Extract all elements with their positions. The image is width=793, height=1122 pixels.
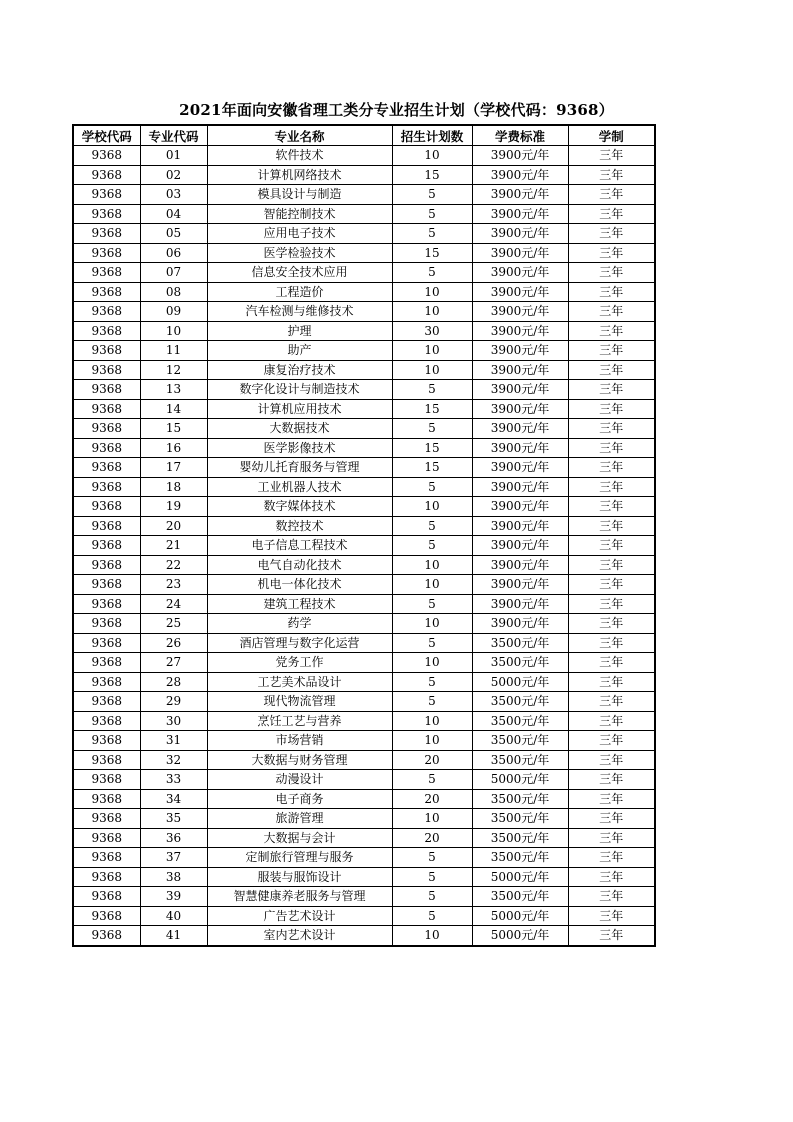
major-name-cell: 建筑工程技术 — [207, 594, 392, 614]
school-code-cell: 9368 — [73, 594, 140, 614]
tuition-cell: 3900元/年 — [472, 497, 568, 517]
tuition-cell: 3500元/年 — [472, 887, 568, 907]
enrollment-count-cell: 5 — [392, 263, 472, 283]
table-row — [73, 419, 655, 439]
tuition-cell: 3900元/年 — [472, 575, 568, 595]
duration-cell: 三年 — [568, 750, 655, 770]
enrollment-count-cell: 10 — [392, 282, 472, 302]
school-code-cell: 9368 — [73, 672, 140, 692]
duration-cell: 三年 — [568, 302, 655, 322]
school-code-cell: 9368 — [73, 711, 140, 731]
table-row — [73, 243, 655, 263]
school-code-cell: 9368 — [73, 438, 140, 458]
table-row — [73, 906, 655, 926]
enrollment-count-cell: 5 — [392, 770, 472, 790]
enrollment-count-cell: 5 — [392, 419, 472, 439]
tuition-cell: 3500元/年 — [472, 692, 568, 712]
table-row — [73, 555, 655, 575]
school-code-cell: 9368 — [73, 926, 140, 946]
table-body — [73, 146, 655, 946]
enrollment-count-cell: 30 — [392, 321, 472, 341]
enrollment-count-cell: 10 — [392, 302, 472, 322]
table-row — [73, 633, 655, 653]
tuition-cell: 5000元/年 — [472, 672, 568, 692]
duration-cell: 三年 — [568, 360, 655, 380]
school-code-cell: 9368 — [73, 419, 140, 439]
duration-cell: 三年 — [568, 926, 655, 946]
enrollment-count-cell: 10 — [392, 575, 472, 595]
major-name-cell: 酒店管理与数字化运营 — [207, 633, 392, 653]
school-code-cell: 9368 — [73, 380, 140, 400]
tuition-cell: 5000元/年 — [472, 867, 568, 887]
duration-cell: 三年 — [568, 146, 655, 166]
school-code-cell: 9368 — [73, 692, 140, 712]
table-row — [73, 867, 655, 887]
duration-cell: 三年 — [568, 185, 655, 205]
enrollment-count-cell: 10 — [392, 653, 472, 673]
school-code-cell: 9368 — [73, 906, 140, 926]
major-name-cell: 婴幼儿托育服务与管理 — [207, 458, 392, 478]
major-name-cell: 数字媒体技术 — [207, 497, 392, 517]
duration-cell: 三年 — [568, 614, 655, 634]
duration-cell: 三年 — [568, 380, 655, 400]
duration-cell: 三年 — [568, 575, 655, 595]
major-code-cell: 09 — [140, 302, 207, 322]
table-row — [73, 458, 655, 478]
school-code-cell: 9368 — [73, 770, 140, 790]
major-code-cell: 26 — [140, 633, 207, 653]
school-code-cell: 9368 — [73, 458, 140, 478]
duration-cell: 三年 — [568, 653, 655, 673]
major-code-cell: 34 — [140, 789, 207, 809]
enrollment-count-cell: 20 — [392, 789, 472, 809]
duration-cell: 三年 — [568, 243, 655, 263]
table-row — [73, 302, 655, 322]
duration-cell: 三年 — [568, 263, 655, 283]
major-code-cell: 03 — [140, 185, 207, 205]
major-name-cell: 工程造价 — [207, 282, 392, 302]
tuition-cell: 3900元/年 — [472, 302, 568, 322]
enrollment-count-cell: 5 — [392, 185, 472, 205]
table-row — [73, 224, 655, 244]
major-name-cell: 信息安全技术应用 — [207, 263, 392, 283]
enrollment-count-cell: 10 — [392, 731, 472, 751]
duration-cell: 三年 — [568, 906, 655, 926]
major-code-cell: 10 — [140, 321, 207, 341]
major-code-cell: 32 — [140, 750, 207, 770]
enrollment-count-cell: 20 — [392, 750, 472, 770]
school-code-cell: 9368 — [73, 165, 140, 185]
tuition-cell: 3900元/年 — [472, 282, 568, 302]
enrollment-count-cell: 10 — [392, 146, 472, 166]
school-code-cell: 9368 — [73, 828, 140, 848]
enrollment-count-cell: 10 — [392, 341, 472, 361]
enrollment-count-cell: 5 — [392, 887, 472, 907]
major-name-cell: 软件技术 — [207, 146, 392, 166]
enrollment-count-cell: 5 — [392, 380, 472, 400]
tuition-cell: 3500元/年 — [472, 653, 568, 673]
school-code-cell: 9368 — [73, 204, 140, 224]
major-name-cell: 计算机网络技术 — [207, 165, 392, 185]
enrollment-count-cell: 10 — [392, 926, 472, 946]
table-row — [73, 360, 655, 380]
duration-cell: 三年 — [568, 789, 655, 809]
school-code-cell: 9368 — [73, 224, 140, 244]
duration-cell: 三年 — [568, 594, 655, 614]
enrollment-count-cell: 15 — [392, 458, 472, 478]
enrollment-count-cell: 5 — [392, 477, 472, 497]
school-code-cell: 9368 — [73, 341, 140, 361]
duration-cell: 三年 — [568, 536, 655, 556]
major-name-cell: 旅游管理 — [207, 809, 392, 829]
major-name-cell: 大数据与财务管理 — [207, 750, 392, 770]
major-name-cell: 助产 — [207, 341, 392, 361]
tuition-cell: 5000元/年 — [472, 926, 568, 946]
duration-cell: 三年 — [568, 477, 655, 497]
table-row — [73, 263, 655, 283]
duration-cell: 三年 — [568, 887, 655, 907]
school-code-cell: 9368 — [73, 497, 140, 517]
enrollment-count-cell: 10 — [392, 555, 472, 575]
table-row — [73, 321, 655, 341]
enrollment-count-cell: 5 — [392, 633, 472, 653]
enrollment-count-cell: 10 — [392, 614, 472, 634]
major-name-cell: 广告艺术设计 — [207, 906, 392, 926]
major-name-cell: 智能控制技术 — [207, 204, 392, 224]
tuition-cell: 3500元/年 — [472, 731, 568, 751]
major-name-cell: 动漫设计 — [207, 770, 392, 790]
school-code-cell: 9368 — [73, 653, 140, 673]
major-name-cell: 数控技术 — [207, 516, 392, 536]
header-enrollment-count: 招生计划数 — [392, 125, 472, 146]
major-code-cell: 08 — [140, 282, 207, 302]
major-name-cell: 康复治疗技术 — [207, 360, 392, 380]
tuition-cell: 3900元/年 — [472, 458, 568, 478]
major-code-cell: 24 — [140, 594, 207, 614]
enrollment-count-cell: 5 — [392, 692, 472, 712]
duration-cell: 三年 — [568, 867, 655, 887]
major-code-cell: 28 — [140, 672, 207, 692]
tuition-cell: 3500元/年 — [472, 809, 568, 829]
major-code-cell: 22 — [140, 555, 207, 575]
enrollment-count-cell: 10 — [392, 360, 472, 380]
duration-cell: 三年 — [568, 692, 655, 712]
table-row — [73, 672, 655, 692]
major-name-cell: 服装与服饰设计 — [207, 867, 392, 887]
duration-cell: 三年 — [568, 809, 655, 829]
duration-cell: 三年 — [568, 341, 655, 361]
table-row — [73, 828, 655, 848]
tuition-cell: 3900元/年 — [472, 204, 568, 224]
major-name-cell: 医学影像技术 — [207, 438, 392, 458]
major-name-cell: 智慧健康养老服务与管理 — [207, 887, 392, 907]
school-code-cell: 9368 — [73, 731, 140, 751]
enrollment-count-cell: 15 — [392, 165, 472, 185]
duration-cell: 三年 — [568, 770, 655, 790]
duration-cell: 三年 — [568, 731, 655, 751]
major-code-cell: 41 — [140, 926, 207, 946]
school-code-cell: 9368 — [73, 263, 140, 283]
tuition-cell: 3900元/年 — [472, 516, 568, 536]
major-name-cell: 应用电子技术 — [207, 224, 392, 244]
major-name-cell: 电子信息工程技术 — [207, 536, 392, 556]
major-code-cell: 13 — [140, 380, 207, 400]
enrollment-count-cell: 5 — [392, 672, 472, 692]
table-row — [73, 146, 655, 166]
table-row — [73, 516, 655, 536]
tuition-cell: 3900元/年 — [472, 594, 568, 614]
duration-cell: 三年 — [568, 438, 655, 458]
table-row — [73, 380, 655, 400]
major-code-cell: 14 — [140, 399, 207, 419]
school-code-cell: 9368 — [73, 575, 140, 595]
major-name-cell: 机电一体化技术 — [207, 575, 392, 595]
tuition-cell: 3500元/年 — [472, 711, 568, 731]
major-name-cell: 电子商务 — [207, 789, 392, 809]
school-code-cell: 9368 — [73, 399, 140, 419]
header-tuition: 学费标准 — [472, 125, 568, 146]
duration-cell: 三年 — [568, 204, 655, 224]
school-code-cell: 9368 — [73, 887, 140, 907]
major-name-cell: 汽车检测与维修技术 — [207, 302, 392, 322]
school-code-cell: 9368 — [73, 555, 140, 575]
major-name-cell: 烹饪工艺与营养 — [207, 711, 392, 731]
enrollment-count-cell: 15 — [392, 399, 472, 419]
tuition-cell: 5000元/年 — [472, 770, 568, 790]
duration-cell: 三年 — [568, 458, 655, 478]
major-code-cell: 07 — [140, 263, 207, 283]
tuition-cell: 3900元/年 — [472, 419, 568, 439]
major-name-cell: 模具设计与制造 — [207, 185, 392, 205]
table-row — [73, 887, 655, 907]
table-row — [73, 204, 655, 224]
major-code-cell: 12 — [140, 360, 207, 380]
tuition-cell: 3900元/年 — [472, 477, 568, 497]
major-code-cell: 18 — [140, 477, 207, 497]
table-row — [73, 399, 655, 419]
duration-cell: 三年 — [568, 165, 655, 185]
school-code-cell: 9368 — [73, 809, 140, 829]
tuition-cell: 3900元/年 — [472, 555, 568, 575]
school-code-cell: 9368 — [73, 321, 140, 341]
tuition-cell: 3900元/年 — [472, 614, 568, 634]
table-row — [73, 282, 655, 302]
school-code-cell: 9368 — [73, 848, 140, 868]
header-major-name: 专业名称 — [207, 125, 392, 146]
major-name-cell: 定制旅行管理与服务 — [207, 848, 392, 868]
duration-cell: 三年 — [568, 497, 655, 517]
major-name-cell: 现代物流管理 — [207, 692, 392, 712]
major-code-cell: 11 — [140, 341, 207, 361]
major-code-cell: 29 — [140, 692, 207, 712]
duration-cell: 三年 — [568, 516, 655, 536]
major-code-cell: 36 — [140, 828, 207, 848]
enrollment-plan-table — [72, 124, 656, 947]
major-code-cell: 25 — [140, 614, 207, 634]
tuition-cell: 3900元/年 — [472, 224, 568, 244]
school-code-cell: 9368 — [73, 750, 140, 770]
major-code-cell: 02 — [140, 165, 207, 185]
school-code-cell: 9368 — [73, 516, 140, 536]
major-code-cell: 31 — [140, 731, 207, 751]
page-title: 2021年面向安徽省理工类分专业招生计划（学校代码：9368） — [179, 101, 614, 119]
major-code-cell: 40 — [140, 906, 207, 926]
major-code-cell: 06 — [140, 243, 207, 263]
major-code-cell: 17 — [140, 458, 207, 478]
enrollment-count-cell: 5 — [392, 224, 472, 244]
duration-cell: 三年 — [568, 633, 655, 653]
major-code-cell: 20 — [140, 516, 207, 536]
tuition-cell: 3500元/年 — [472, 848, 568, 868]
major-name-cell: 工艺美术品设计 — [207, 672, 392, 692]
duration-cell: 三年 — [568, 711, 655, 731]
major-code-cell: 37 — [140, 848, 207, 868]
school-code-cell: 9368 — [73, 867, 140, 887]
enrollment-count-cell: 5 — [392, 867, 472, 887]
tuition-cell: 3500元/年 — [472, 789, 568, 809]
major-name-cell: 党务工作 — [207, 653, 392, 673]
major-code-cell: 16 — [140, 438, 207, 458]
enrollment-count-cell: 5 — [392, 516, 472, 536]
table-header-row — [73, 125, 655, 146]
table-row — [73, 770, 655, 790]
table-row — [73, 477, 655, 497]
major-code-cell: 01 — [140, 146, 207, 166]
enrollment-count-cell: 10 — [392, 497, 472, 517]
table-row — [73, 575, 655, 595]
tuition-cell: 3500元/年 — [472, 828, 568, 848]
major-name-cell: 室内艺术设计 — [207, 926, 392, 946]
table-row — [73, 731, 655, 751]
major-name-cell: 数字化设计与制造技术 — [207, 380, 392, 400]
tuition-cell: 5000元/年 — [472, 906, 568, 926]
major-code-cell: 35 — [140, 809, 207, 829]
tuition-cell: 3900元/年 — [472, 399, 568, 419]
duration-cell: 三年 — [568, 419, 655, 439]
enrollment-count-cell: 20 — [392, 828, 472, 848]
school-code-cell: 9368 — [73, 633, 140, 653]
table-row — [73, 809, 655, 829]
table-row — [73, 848, 655, 868]
duration-cell: 三年 — [568, 399, 655, 419]
major-name-cell: 工业机器人技术 — [207, 477, 392, 497]
school-code-cell: 9368 — [73, 360, 140, 380]
enrollment-count-cell: 15 — [392, 243, 472, 263]
tuition-cell: 3900元/年 — [472, 438, 568, 458]
header-major-code: 专业代码 — [140, 125, 207, 146]
major-code-cell: 27 — [140, 653, 207, 673]
tuition-cell: 3500元/年 — [472, 633, 568, 653]
major-name-cell: 大数据技术 — [207, 419, 392, 439]
enrollment-count-cell: 5 — [392, 204, 472, 224]
table-row — [73, 536, 655, 556]
school-code-cell: 9368 — [73, 536, 140, 556]
major-name-cell: 药学 — [207, 614, 392, 634]
major-code-cell: 39 — [140, 887, 207, 907]
duration-cell: 三年 — [568, 224, 655, 244]
school-code-cell: 9368 — [73, 302, 140, 322]
enrollment-count-cell: 5 — [392, 848, 472, 868]
major-code-cell: 30 — [140, 711, 207, 731]
enrollment-count-cell: 10 — [392, 809, 472, 829]
table-row — [73, 497, 655, 517]
major-code-cell: 38 — [140, 867, 207, 887]
major-code-cell: 33 — [140, 770, 207, 790]
major-name-cell: 计算机应用技术 — [207, 399, 392, 419]
table-row — [73, 438, 655, 458]
major-name-cell: 护理 — [207, 321, 392, 341]
tuition-cell: 3900元/年 — [472, 341, 568, 361]
table-row — [73, 750, 655, 770]
enrollment-count-cell: 5 — [392, 536, 472, 556]
tuition-cell: 3900元/年 — [472, 243, 568, 263]
major-code-cell: 04 — [140, 204, 207, 224]
table-row — [73, 653, 655, 673]
duration-cell: 三年 — [568, 321, 655, 341]
enrollment-count-cell: 15 — [392, 438, 472, 458]
table-row — [73, 341, 655, 361]
major-code-cell: 05 — [140, 224, 207, 244]
table-row — [73, 789, 655, 809]
school-code-cell: 9368 — [73, 789, 140, 809]
major-name-cell: 大数据与会计 — [207, 828, 392, 848]
table-row — [73, 165, 655, 185]
school-code-cell: 9368 — [73, 146, 140, 166]
table-row — [73, 692, 655, 712]
duration-cell: 三年 — [568, 828, 655, 848]
tuition-cell: 3900元/年 — [472, 360, 568, 380]
school-code-cell: 9368 — [73, 477, 140, 497]
tuition-cell: 3900元/年 — [472, 185, 568, 205]
enrollment-count-cell: 10 — [392, 711, 472, 731]
school-code-cell: 9368 — [73, 614, 140, 634]
enrollment-count-cell: 5 — [392, 594, 472, 614]
enrollment-count-cell: 5 — [392, 906, 472, 926]
duration-cell: 三年 — [568, 555, 655, 575]
table-row — [73, 594, 655, 614]
header-school-code: 学校代码 — [73, 125, 140, 146]
tuition-cell: 3900元/年 — [472, 321, 568, 341]
tuition-cell: 3900元/年 — [472, 263, 568, 283]
table-row — [73, 614, 655, 634]
school-code-cell: 9368 — [73, 185, 140, 205]
tuition-cell: 3500元/年 — [472, 750, 568, 770]
duration-cell: 三年 — [568, 282, 655, 302]
major-code-cell: 19 — [140, 497, 207, 517]
tuition-cell: 3900元/年 — [472, 146, 568, 166]
school-code-cell: 9368 — [73, 282, 140, 302]
major-name-cell: 电气自动化技术 — [207, 555, 392, 575]
tuition-cell: 3900元/年 — [472, 165, 568, 185]
major-name-cell: 市场营销 — [207, 731, 392, 751]
duration-cell: 三年 — [568, 672, 655, 692]
major-code-cell: 21 — [140, 536, 207, 556]
major-code-cell: 23 — [140, 575, 207, 595]
tuition-cell: 3900元/年 — [472, 536, 568, 556]
major-name-cell: 医学检验技术 — [207, 243, 392, 263]
school-code-cell: 9368 — [73, 243, 140, 263]
table-row — [73, 711, 655, 731]
table-row — [73, 926, 655, 946]
table-row — [73, 185, 655, 205]
header-duration: 学制 — [568, 125, 655, 146]
major-code-cell: 15 — [140, 419, 207, 439]
tuition-cell: 3900元/年 — [472, 380, 568, 400]
duration-cell: 三年 — [568, 848, 655, 868]
